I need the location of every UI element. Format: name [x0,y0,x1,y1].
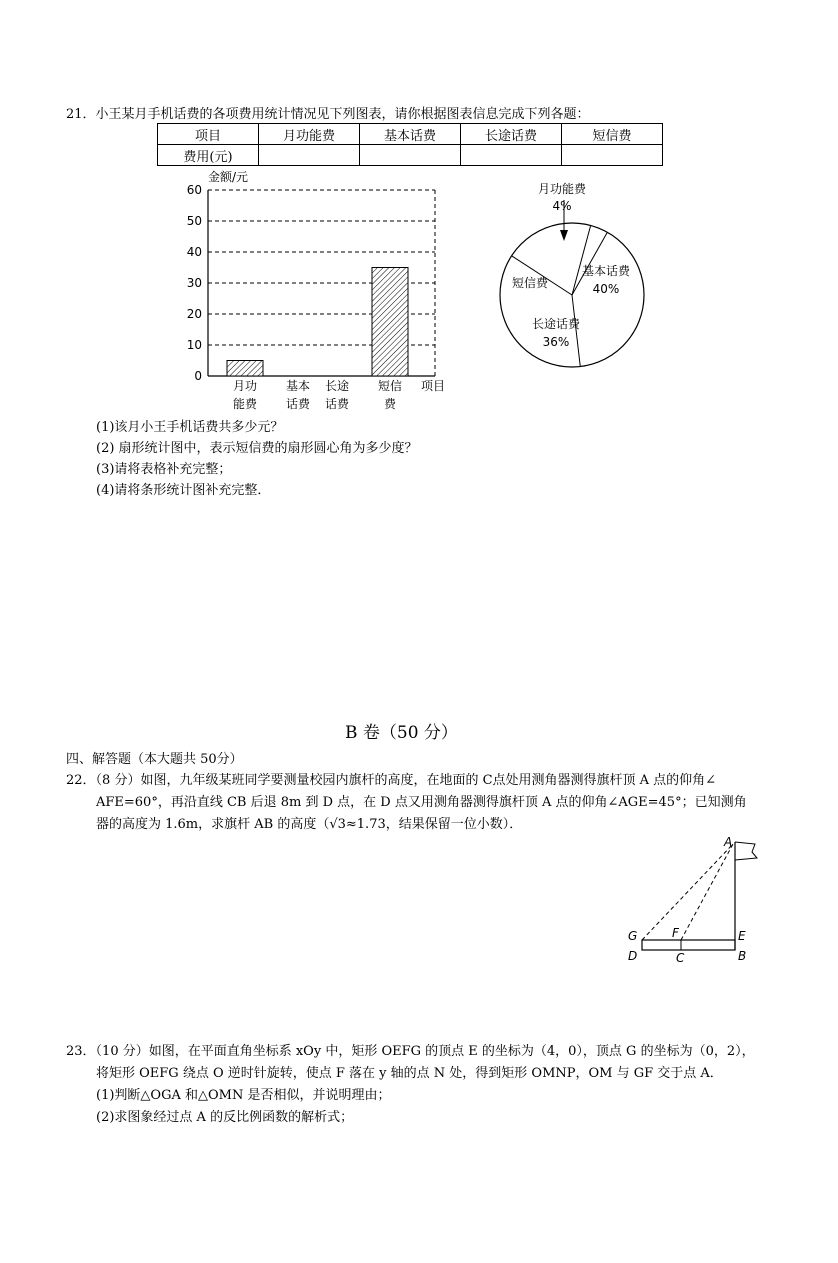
table-cell-blank [461,145,562,166]
y-tick-label: 20 [186,307,202,321]
bar [227,361,263,377]
q22-line1: 22．（8 分）如图，九年级某班同学要测量校园内旗杆的高度，在地面的 C点处用测角器测得旗杆顶 A 点的仰角∠ [66,773,717,788]
y-tick-label: 10 [186,338,202,352]
q21-sub-4: (4)请将条形统计图补充完整． [96,483,271,498]
y-axis-label: 金额/元 [208,170,249,184]
table-row-label: 费用(元) [158,145,259,166]
bar [372,268,408,377]
category-label: 短信 [377,379,403,393]
q21-sub-2: (2) 扇形统计图中，表示短信费的扇形圆心角为多少度？ [96,441,418,456]
y-tick-label: 40 [186,245,202,259]
category-label: 话费 [285,397,311,411]
y-tick-label: 60 [186,183,202,197]
pie-slice-percent: 40% [592,282,620,296]
point-label-c: C [676,951,685,965]
q23-line4: (2)求图象经过点 A 的反比例函数的解析式； [96,1110,354,1125]
table-header-row [158,124,663,145]
point-label-a: A [724,835,733,849]
flagpole-diagram [620,830,770,970]
table-row [158,145,663,166]
bar-chart [180,165,470,420]
pie-slice-percent: 36% [542,335,570,349]
table-header-cell: 月功能费 [259,124,360,145]
pie-slice-label: 长途话费 [531,317,581,331]
category-label: 基本 [285,379,311,393]
table-cell-blank [562,145,663,166]
q23-line3: (1)判断△OGA 和△OMN 是否相似，并说明理由； [96,1088,391,1103]
pie-slice-label: 月功能费 [537,182,587,196]
q21-sub-3: (3)请将表格补充完整； [96,462,232,477]
q23-line2: 将矩形 OEFG 绕点 O 逆时针旋转，使点 F 落在 y 轴的点 N 处，得到矩形 OMNP，OM 与 GF 交于点 A． [96,1066,723,1081]
part4-heading: 四、解答题（本大题共 50分） [66,752,243,767]
point-label-f: F [672,926,679,940]
table-cell-blank [360,145,461,166]
table-header-cell: 长途话费 [461,124,562,145]
pie-slice-percent: 4% [552,199,572,213]
point-label-b: B [738,949,747,963]
section-b-title: B 卷（50 分） [345,723,458,743]
category-label: 长途 [324,379,350,393]
q21-sub-1: (1)该月小王手机话费共多少元？ [96,420,284,435]
y-tick-label: 0 [194,369,202,383]
pie-slice-label: 短信费 [511,276,549,290]
table-header-cell: 基本话费 [360,124,461,145]
category-label: 能费 [232,397,258,411]
point-label-g: G [628,929,638,943]
q23-line1: 23．（10 分）如图，在平面直角坐标系 xOy 中，矩形 OEFG 的顶点 E 的坐标为（4，0），顶点 G 的坐标为（0，2）， [66,1044,755,1059]
pie-slice-label: 基本话费 [581,264,631,278]
y-tick-label: 50 [186,214,202,228]
x-axis-label: 项目 [421,379,446,393]
point-label-e: E [738,929,746,943]
category-label: 话费 [324,397,350,411]
table-header-cell: 项目 [158,124,259,145]
point-label-d: D [628,949,638,963]
q21-stem: 21．小王某月手机话费的各项费用统计情况见下列图表，请你根据图表信息完成下列各题： [66,107,590,122]
fee-table [157,123,663,166]
q22-line3: 器的高度为 1.6m，求旗杆 AB 的高度（√3≈1.73，结果保留一位小数）． [96,817,523,832]
category-label: 费 [383,397,397,411]
category-label: 月功 [232,379,258,393]
pie-chart [490,175,660,375]
y-tick-label: 30 [186,276,202,290]
q22-line2: AFE=60°，再沿直线 CB 后退 8m 到 D 点，在 D 点又用测角器测得旗杆顶 A 点的仰角∠AGE=45°；已知测角 [96,795,747,810]
table-header-cell: 短信费 [562,124,663,145]
table-cell-blank [259,145,360,166]
